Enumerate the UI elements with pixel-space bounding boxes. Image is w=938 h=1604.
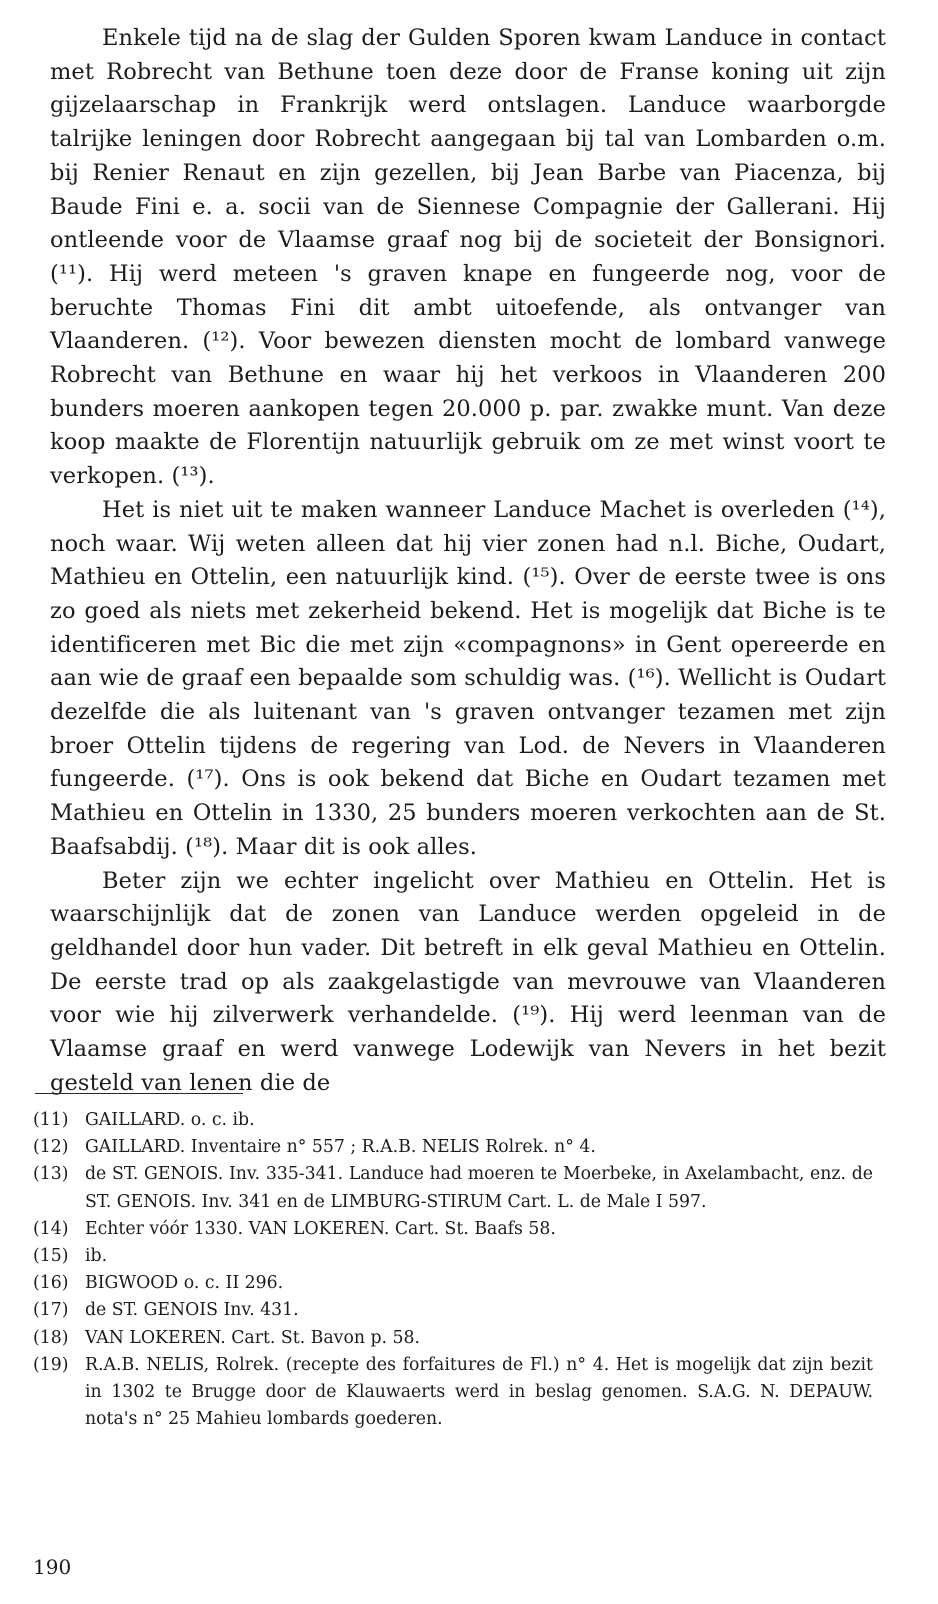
footnote bbox=[33, 1107, 873, 1134]
footnote bbox=[33, 1134, 873, 1161]
footnote-number: (15) bbox=[33, 1246, 69, 1267]
footnote-number: (13) bbox=[33, 1164, 69, 1185]
footnote-text: BIGWOOD o. c. II 296. bbox=[85, 1273, 284, 1294]
footnote-number: (11) bbox=[33, 1110, 69, 1130]
footnote-text: GAILLARD. Inventaire n° 557 ; R.A.B. NELIS Rolrek. n° 4. bbox=[85, 1137, 596, 1158]
footnote-number: (14) bbox=[33, 1218, 69, 1239]
footnote-number: (16) bbox=[33, 1273, 69, 1294]
footnote-number: (18) bbox=[33, 1327, 69, 1348]
paragraph: Het is niet uit te maken wanneer Landuce Machet is overleden (¹⁴), noch waar. Wij weten alleen dat hij vier zonen had n.l. Biche, Oudart, Mathieu en Ottelin, een natuurlijk kind. (¹⁵). Over de eerste twee is ons zo goed als niets met zekerheid bekend. Het is mogelijk dat Biche is te identificeren met Bic die met zijn «compagnons» in Gent opereerde en aan wie de graaf een bepaalde som schuldig was. (¹⁶). Wellicht is Oudart dezelfde die als luitenant van 's graven ontvanger tezamen met zijn broer Ottelin tijdens de regering van Lod. de Nevers in Vlaanderen fungeerde. (¹⁷). Ons is ook bekend dat Biche en Oudart tezamen met Mathieu en Ottelin in 1330, 25 bunders moeren verkochten aan de St. Baafsabdij. (¹⁸). Maar dit is ook alles. bbox=[50, 496, 886, 860]
paragraph: Enkele tijd na de slag der Gulden Sporen kwam Landuce in contact met Robrecht van Bethune toen deze door de Franse koning uit zijn gijzelaarschap in Frankrijk werd ontslagen. Landuce waarborgde talrijke leningen door Robrecht aangegaan bij tal van Lombarden o.m. bij Renier Renaut en zijn gezellen, bij Jean Barbe van Piacenza, bij Baude Fini e. a. socii van de Siennese Compagnie der Gallerani. Hij ontleende voor de Vlaamse graaf nog bij de societeit der Bonsignori. (¹¹). Hij werd meteen 's graven knape en fungeerde nog, voor de beruchte Thomas Fini dit ambt uitoefende, als ontvanger van Vlaanderen. (¹²). Voor bewezen diensten mocht de lombard vanwege Robrecht van Bethune en waar hij het verkoos in Vlaanderen 200 bunders moeren aankopen tegen 20.000 p. par. zwakke munt. Van deze koop maakte de Florentijn natuurlijk gebruik om ze met winst voort te verkopen. (¹³). bbox=[50, 25, 886, 490]
footnote bbox=[33, 1216, 873, 1243]
footnote bbox=[33, 1297, 873, 1324]
body-text bbox=[50, 22, 886, 1101]
footnotes bbox=[33, 1107, 873, 1433]
footnote bbox=[33, 1325, 873, 1352]
footnote-text: R.A.B. NELIS, Rolrek. (recepte des forfaitures de Fl.) n° 4. Het is mogelijk dat zijn bezit in 1302 te Brugge door de Klauwaerts werd in beslag genomen. S.A.G. N. DEPAUW. nota's n° 25 Mahieu lombards goederen. bbox=[85, 1354, 873, 1430]
footnote-separator bbox=[35, 1093, 243, 1094]
footnote bbox=[33, 1161, 873, 1215]
footnote-text: ib. bbox=[85, 1246, 108, 1267]
paragraph: Beter zijn we echter ingelicht over Mathieu en Ottelin. Het is waarschijnlijk dat de zonen van Landuce werden opgeleid in de geldhandel door hun vader. Dit betreft in elk geval Mathieu en Ottelin. De eerste trad op als zaakgelastigde van mevrouwe van Vlaanderen voor wie hij zilverwerk verhandelde. (¹⁹). Hij werd leenman van de Vlaamse graaf en werd vanwege Lodewijk van Nevers in het bezit gesteld van lenen die de bbox=[50, 867, 886, 1096]
footnote bbox=[33, 1352, 873, 1434]
footnote-text: de ST. GENOIS Inv. 431. bbox=[85, 1300, 299, 1321]
footnote-number: (19) bbox=[33, 1354, 69, 1375]
footnote bbox=[33, 1243, 873, 1270]
footnote-text: Echter vóór 1330. VAN LOKEREN. Cart. St. Baafs 58. bbox=[85, 1218, 556, 1239]
page-number: 190 bbox=[33, 1555, 72, 1579]
footnote-text: de ST. GENOIS. Inv. 335-341. Landuce had moeren te Moerbeke, in Axelambacht, enz. de ST. GENOIS. Inv. 341 en de LIMBURG-STIRUM Cart. L. de Male I 597. bbox=[85, 1164, 873, 1212]
footnote-number: (12) bbox=[33, 1137, 69, 1158]
footnote-text: VAN LOKEREN. Cart. St. Bavon p. 58. bbox=[85, 1327, 421, 1348]
footnote-text: GAILLARD. o. c. ib. bbox=[85, 1110, 255, 1130]
footnote-number: (17) bbox=[33, 1300, 69, 1321]
footnote bbox=[33, 1270, 873, 1297]
